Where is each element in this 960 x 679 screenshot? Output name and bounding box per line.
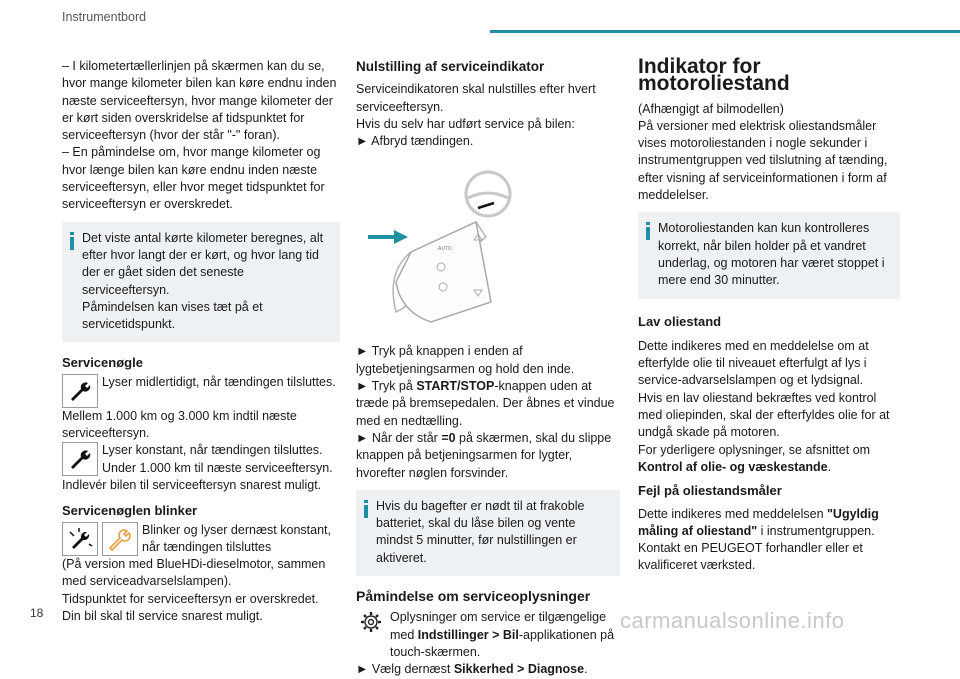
text: . (827, 459, 832, 474)
section-heading: Nulstilling af serviceindikator (356, 59, 545, 74)
step-bold: START/STOP (416, 379, 495, 394)
header-accent-bar (490, 30, 960, 33)
teal-arrow-icon (368, 230, 408, 244)
paragraph: Hvis en lav oliestand bekræftes ved kontrol med oliepinden, skal der efterfyldes olie for at undgå skade på motoren. (638, 390, 890, 440)
step-text: -knappen uden at træde på bremsepedalen. Der åbnes et vindue med en nedtælling. (356, 379, 615, 428)
paragraph: Kontakt en PEUGEOT forhandler eller et kvalificeret værksted. (638, 541, 863, 573)
section-heading: Servicenøglen blinker (62, 503, 198, 519)
icon-row (62, 522, 340, 557)
gear-icon (356, 609, 386, 635)
info-icon (364, 500, 368, 518)
text: Dette indikeres med meddelelsen (638, 506, 827, 521)
info-text: Det viste antal kørte kilometer beregnes, alt efter hvor langt der er kørt, og hvor lang tid der er gået siden det seneste serviceeftersyn. (82, 230, 324, 297)
text-bold: Indstillinger > Bil (417, 627, 519, 642)
step-text: ► Når der står (356, 430, 442, 445)
step-text: ► Tryk på (356, 379, 417, 394)
paragraph (638, 442, 900, 477)
paragraph: (På version med BlueHDi-dieselmotor, sammen med serviceadvarselslampen). (62, 557, 326, 589)
text: i instrumentgruppen. (757, 523, 875, 538)
orange-wrench-icon (102, 522, 138, 556)
column-3 (638, 55, 900, 575)
paragraph: Hvis du selv har udført service på bilen: (356, 116, 575, 131)
text: . (584, 662, 588, 677)
section-heading: Påmindelse om serviceoplysninger (356, 588, 591, 605)
icon-row (62, 374, 340, 408)
text-bold: Sikkerhed > Diagnose (453, 662, 585, 677)
info-icon (70, 232, 74, 250)
wrench-icon (62, 374, 98, 408)
icon-text (390, 609, 620, 661)
paragraph: – I kilometertællerlinjen på skærmen kan du se, hvor mange kilometer bilen kan køre endnu inden næste serviceeftersyn, hvor mange kilometer der er kørt siden overskridelse af tidspunktet for serviceeftersyn (hvor der står "-" foran). (62, 59, 337, 143)
step (356, 430, 620, 482)
paragraph: Dette indikeres med en meddelelse om at efterfylde olie til niveauet efterfulgt af lys i service-advarselslampen og et lydsignal. (638, 338, 869, 388)
steering-wheel-icon (466, 172, 510, 216)
step-bold: =0 (441, 430, 456, 445)
paragraph: Indlevér bilen til serviceeftersyn snarest muligt. (62, 477, 322, 492)
info-icon (646, 222, 650, 240)
paragraph: (Afhængigt af bilmodellen) (638, 101, 784, 116)
paragraph: På versioner med elektrisk oliestandsmåler vises motoroliestanden i nogle sekunder i instrumentgruppen ved tilslutning af tænding, efter visning af serviceinformationen i form af meddelelser. (638, 118, 888, 203)
step (356, 378, 620, 430)
text: -applikationen på touch-skærmen. (390, 627, 615, 659)
text-bold: Kontrol af olie- og væskestande (638, 459, 828, 474)
step-text: på skærmen, skal du slippe knappen på betjeningsarmen for lygter, hvorefter nøglen forsvinder. (356, 430, 612, 480)
column-2 (356, 58, 620, 679)
wrench-icon (62, 442, 98, 476)
paragraph: Mellem 1.000 km og 3.000 km indtil næste serviceeftersyn. (62, 408, 297, 441)
text: Oplysninger om service er tilgængelige med (390, 610, 607, 642)
step (356, 661, 620, 678)
text: For yderligere oplysninger, se afsnittet om (638, 442, 871, 457)
watermark: carmanualsonline.info (620, 608, 845, 633)
paragraph: Serviceindikatoren skal nulstilles efter hvert serviceeftersyn. (356, 82, 596, 114)
page-header-title: Instrumentbord (62, 10, 147, 24)
icon-text: Blinker og lyser dernæst konstant, når tændingen tilsluttes (142, 522, 331, 554)
step: ► Tryk på knappen i enden af lygtebetjeningsarmen og hold den inde. (356, 344, 575, 376)
info-text: Påmindelsen kan vises tæt på et servicetidspunkt. (82, 299, 263, 332)
icon-text: Lyser konstant, når tændingen tilsluttes. Under 1.000 km til næste serviceeftersyn. (102, 443, 333, 475)
info-box (356, 490, 620, 576)
paragraph: – En påmindelse om, hvor mange kilometer og hvor længe bilen kan køre endnu inden næste serviceeftersyn, eller hvor meget tidspunktet for serviceeftersyn er overskredet. (62, 145, 325, 212)
section-heading: Lav oliestand (638, 313, 722, 329)
blinking-wrench-icon (62, 522, 98, 556)
text: ► Vælg dernæst (356, 662, 454, 677)
column-1 (62, 58, 340, 625)
icon-row (62, 442, 340, 477)
paragraph: Tidspunktet for serviceeftersyn er overskredet. (62, 591, 319, 606)
fig-auto-label: AUTO (438, 246, 452, 253)
icon-text: Lyser midlertidigt, når tændingen tilsluttes. (102, 374, 336, 389)
section-heading: Servicenøgle (62, 355, 143, 371)
page-number: 18 (30, 606, 44, 620)
step: ► Afbryd tændingen. (356, 134, 474, 149)
info-box (62, 222, 340, 343)
info-text: Motoroliestanden kan kun kontrolleres korrekt, når bilen holder på et vandret underlag, og motoren har været stoppet i mere end 30 minutter. (658, 221, 885, 288)
section-title: Indikator for motoroliestand (638, 55, 790, 96)
icon-row (356, 609, 620, 661)
paragraph (638, 506, 900, 541)
paragraph: Din bil skal til service snarest muligt. (62, 609, 263, 624)
info-box (638, 212, 900, 298)
section-heading: Fejl på oliestandsmåler (638, 483, 782, 499)
light-stalk-figure (356, 162, 620, 327)
info-text: Hvis du bagefter er nødt til at frakoble batteriet, skal du låse bilen og vente mindst 5 minutter, før nulstillingen er aktiveret. (376, 498, 585, 565)
text-bold: "Ugyldig måling af oliestand" (638, 506, 879, 538)
